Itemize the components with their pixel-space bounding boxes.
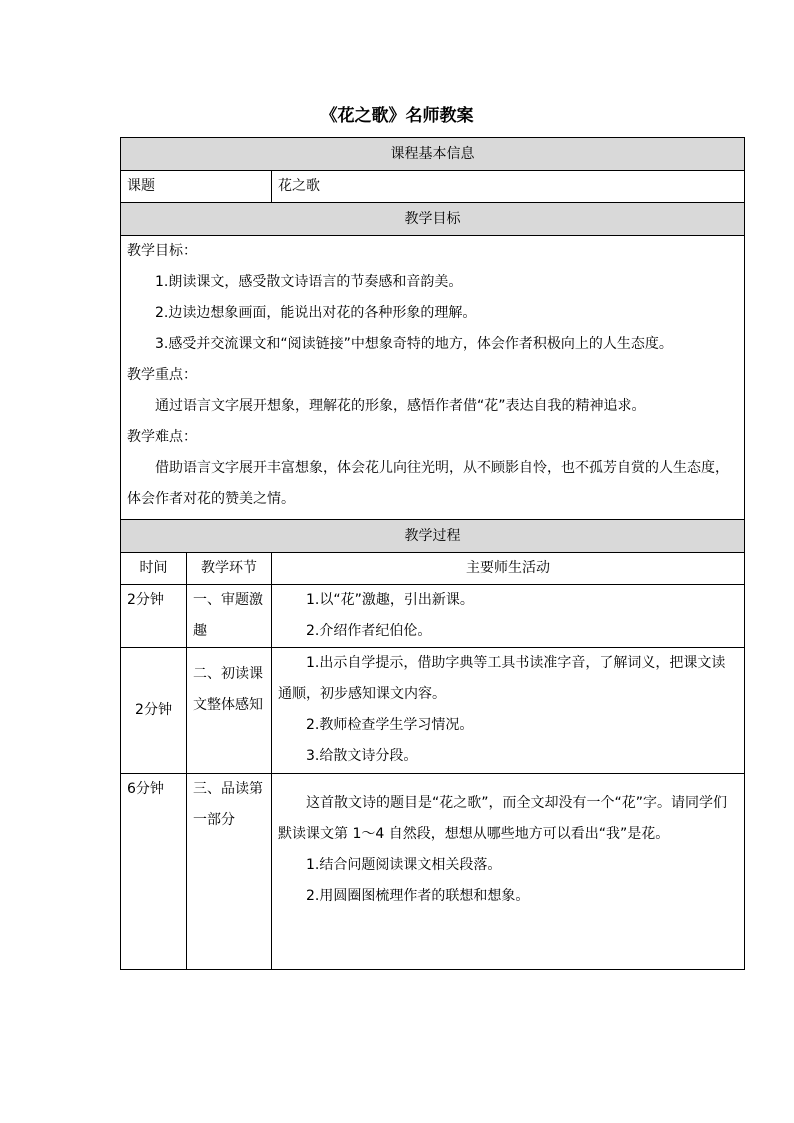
goals-cell	[121, 236, 745, 520]
row-time: 2分钟	[121, 585, 187, 648]
process-header-row	[121, 553, 745, 585]
row-stage: 二、初读课文整体感知	[187, 648, 272, 774]
section-header-goals: 教学目标	[121, 203, 745, 236]
goal-item-3: 3.感受并交流课文和“阅读链接”中想象奇特的地方，体会作者积极向上的人生态度。	[155, 336, 673, 352]
section-row-goals	[121, 203, 745, 236]
lesson-plan-table	[120, 137, 745, 970]
key-points-heading: 教学重点：	[127, 367, 197, 383]
table-row	[121, 585, 745, 648]
goals-heading: 教学目标：	[127, 243, 197, 259]
topic-label: 课题	[121, 171, 272, 203]
activity-line: 2.教师检查学生学习情况。	[306, 717, 474, 733]
difficulty-heading: 教学难点：	[127, 429, 197, 445]
goal-item-1: 1.朗读课文，感受散文诗语言的节奏感和音韵美。	[155, 274, 463, 290]
activity-line: 这首散文诗的题目是“花之歌”，而全文却没有一个“花”字。请同学们默读课文第 1～4 自然段，想想从哪些地方可以看出“我”是花。	[278, 795, 728, 842]
topic-value: 花之歌	[272, 171, 745, 203]
section-row-process	[121, 520, 745, 553]
row-time: 2分钟	[121, 648, 187, 774]
activity-line: 2.介绍作者纪伯伦。	[306, 623, 432, 639]
section-header-process: 教学过程	[121, 520, 745, 553]
activity-line: 1.出示自学提示，借助字典等工具书读准字音，了解词义，把课文读通顺，初步感知课文内容。	[278, 655, 726, 702]
goal-item-2: 2.边读边想象画面，能说出对花的各种形象的理解。	[155, 305, 477, 321]
activity-line: 1.以“花”激趣，引出新课。	[306, 592, 474, 608]
page-title: 《花之歌》名师教案	[320, 106, 474, 126]
difficulty-text: 借助语言文字展开丰富想象，体会花儿向往光明，从不顾影自怜，也不孤芳自赏的人生态度，体会作者对花的赞美之情。	[127, 460, 729, 507]
row-activity	[272, 585, 745, 648]
col-header-stage: 教学环节	[187, 553, 272, 585]
col-header-activity: 主要师生活动	[272, 553, 745, 585]
col-header-time: 时间	[121, 553, 187, 585]
row-activity	[272, 648, 745, 774]
section-row-basic	[121, 138, 745, 171]
activity-line: 2.用圆圈图梳理作者的联想和想象。	[306, 888, 530, 904]
activity-line: 1.结合问题阅读课文相关段落。	[306, 857, 502, 873]
row-stage: 一、审题激趣	[187, 585, 272, 648]
row-time: 6分钟	[121, 774, 187, 970]
activity-line: 3.给散文诗分段。	[306, 748, 418, 764]
key-points-text: 通过语言文字展开想象，理解花的形象，感悟作者借“花”表达自我的精神追求。	[155, 398, 646, 414]
goals-row	[121, 236, 745, 520]
section-header-basic: 课程基本信息	[121, 138, 745, 171]
row-activity	[272, 774, 745, 970]
table-row	[121, 774, 745, 970]
topic-row	[121, 171, 745, 203]
row-stage: 三、品读第一部分	[187, 774, 272, 970]
table-row	[121, 648, 745, 774]
